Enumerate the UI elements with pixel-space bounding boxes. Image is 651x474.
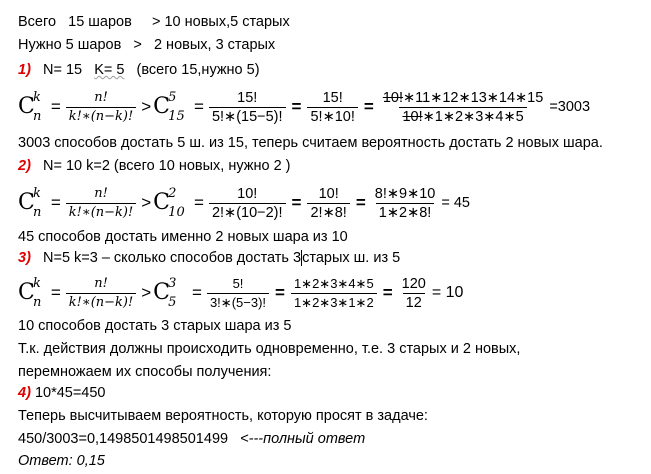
combination-symbol-specific: C 5 15 [153,90,185,124]
fraction-b: $\frac{10!}{2!∗8!}$ [307,186,349,221]
combination-symbol-specific: C 3 5 [153,276,177,310]
total-value: 15 шаров [68,14,132,30]
result-3: = 10 [431,284,464,301]
arrow: > [141,283,152,302]
fraction-c: $\frac{8!∗9∗10}{1∗2∗8!}$ [374,185,436,221]
fraction-c: $\frac{10!∗11∗12∗13∗14∗15}{10!∗1∗2∗3∗4∗5}$ [382,89,544,125]
step-3-text-b: старых ш. из 5 [302,250,401,266]
total-balls-line [18,13,290,31]
fraction-b: $\frac{1∗2∗3∗4∗5}{1∗2∗3∗1∗2}$ [291,276,377,311]
combination-symbol-specific: C 2 10 [153,186,185,220]
result-1: =3003 [549,99,591,115]
full-answer-value: 450/3003=0,1498501498501499 [18,431,229,447]
step-3-number: 3) [18,250,31,266]
needed-arrow: > [133,37,142,53]
explanation-line-1: Т.к. действия должны происходить одновременно, т.е. 3 старых и 2 новых, [18,341,521,357]
fraction-b: $\frac{15!}{5!∗10!}$ [307,90,357,125]
fraction-c: $\frac{120}{12}$ [401,275,426,311]
full-answer-note: <---полный ответ [240,431,366,447]
result-3-text: 10 способов достать 3 старых шара из 5 [18,318,292,334]
full-answer-line [18,430,365,448]
arrow: > [141,193,152,212]
step-1-n: N= 15 [43,62,83,78]
step-3-text-a: N=5 k=3 – сколько способов достать 3 [43,250,302,266]
explanation-line-2: перемножаем их способы получения: [18,364,272,380]
general-fraction: $\frac{n!}{k!∗(n-k)!}$ [66,276,136,311]
result-2-text: 45 способов достать именно 2 новых шара из 10 [18,229,348,245]
arrow: > [141,97,152,116]
needed-balls-line [18,36,275,54]
needed-label: Нужно 5 шаров [18,37,122,53]
step-1-number: 1) [18,62,31,78]
general-fraction: $\frac{n!}{k!∗(n-k)!}$ [66,186,136,221]
result-1-text: 3003 способов достать 5 ш. из 15, теперь считаем вероятность достать 2 новых шара. [18,135,603,151]
total-label: Всего [18,14,57,30]
needed-split: 2 новых, 3 старых [153,37,276,53]
fraction-a: $\frac{15!}{5!∗(15-5)!}$ [209,90,286,125]
general-fraction: $\frac{n!}{k!∗(n-k)!}$ [66,90,136,125]
fraction-a: $\frac{5!}{3!∗(5-3)!}$ [207,276,269,311]
formula-3: C k n = $\frac{n!}{k!∗(n-k)!}$ > C 3 5 = $\frac{5!}{3!∗(5-3)!}$ = $\frac{1∗2∗3∗4∗5}{1∗2∗3∗1∗2}$ = $\frac{120}{12}$ = 10 [18,275,464,311]
result-2: = 45 [441,195,470,211]
step-3-header [18,249,400,267]
step-1-header [18,61,260,79]
step-4-number: 4) [18,385,31,401]
step-1-note: (всего 15,нужно 5) [136,62,260,78]
total-split: > 10 новых,5 старых [151,14,290,30]
combination-symbol-general: C k n [18,90,42,124]
formula-1: C k n = $\frac{n!}{k!∗(n-k)!}$ > C 5 15 = $\frac{15!}{5!∗(15-5)!}$ = $\frac{15!}{5!∗10!}$ = $\frac{10!∗11∗12∗13∗14∗15}{10!∗1∗2∗3∗4∗5}$ =3003 [18,89,591,125]
step-2-header [18,157,290,175]
combination-symbol-general: C k n [18,186,42,220]
step-1-k: K= 5 [94,62,125,78]
fraction-a: $\frac{10!}{2!∗(10-2)!}$ [209,186,286,221]
step-4-header [18,384,106,402]
formula-2: C k n = $\frac{n!}{k!∗(n-k)!}$ > C 2 10 = $\frac{10!}{2!∗(10-2)!}$ = $\frac{10!}{2!∗8!}$ = $\frac{8!∗9∗10}{1∗2∗8!}$ = 45 [18,185,470,221]
final-answer: Ответ: 0,15 [18,453,105,469]
combination-symbol-general: C k n [18,276,42,310]
step-2-number: 2) [18,158,31,174]
probability-intro: Теперь высчитываем вероятность, которую просят в задаче: [18,408,428,424]
step-4-text: 10*45=450 [34,385,106,401]
step-2-text: N= 10 k=2 (всего 10 новых, нужно 2 ) [43,158,291,174]
